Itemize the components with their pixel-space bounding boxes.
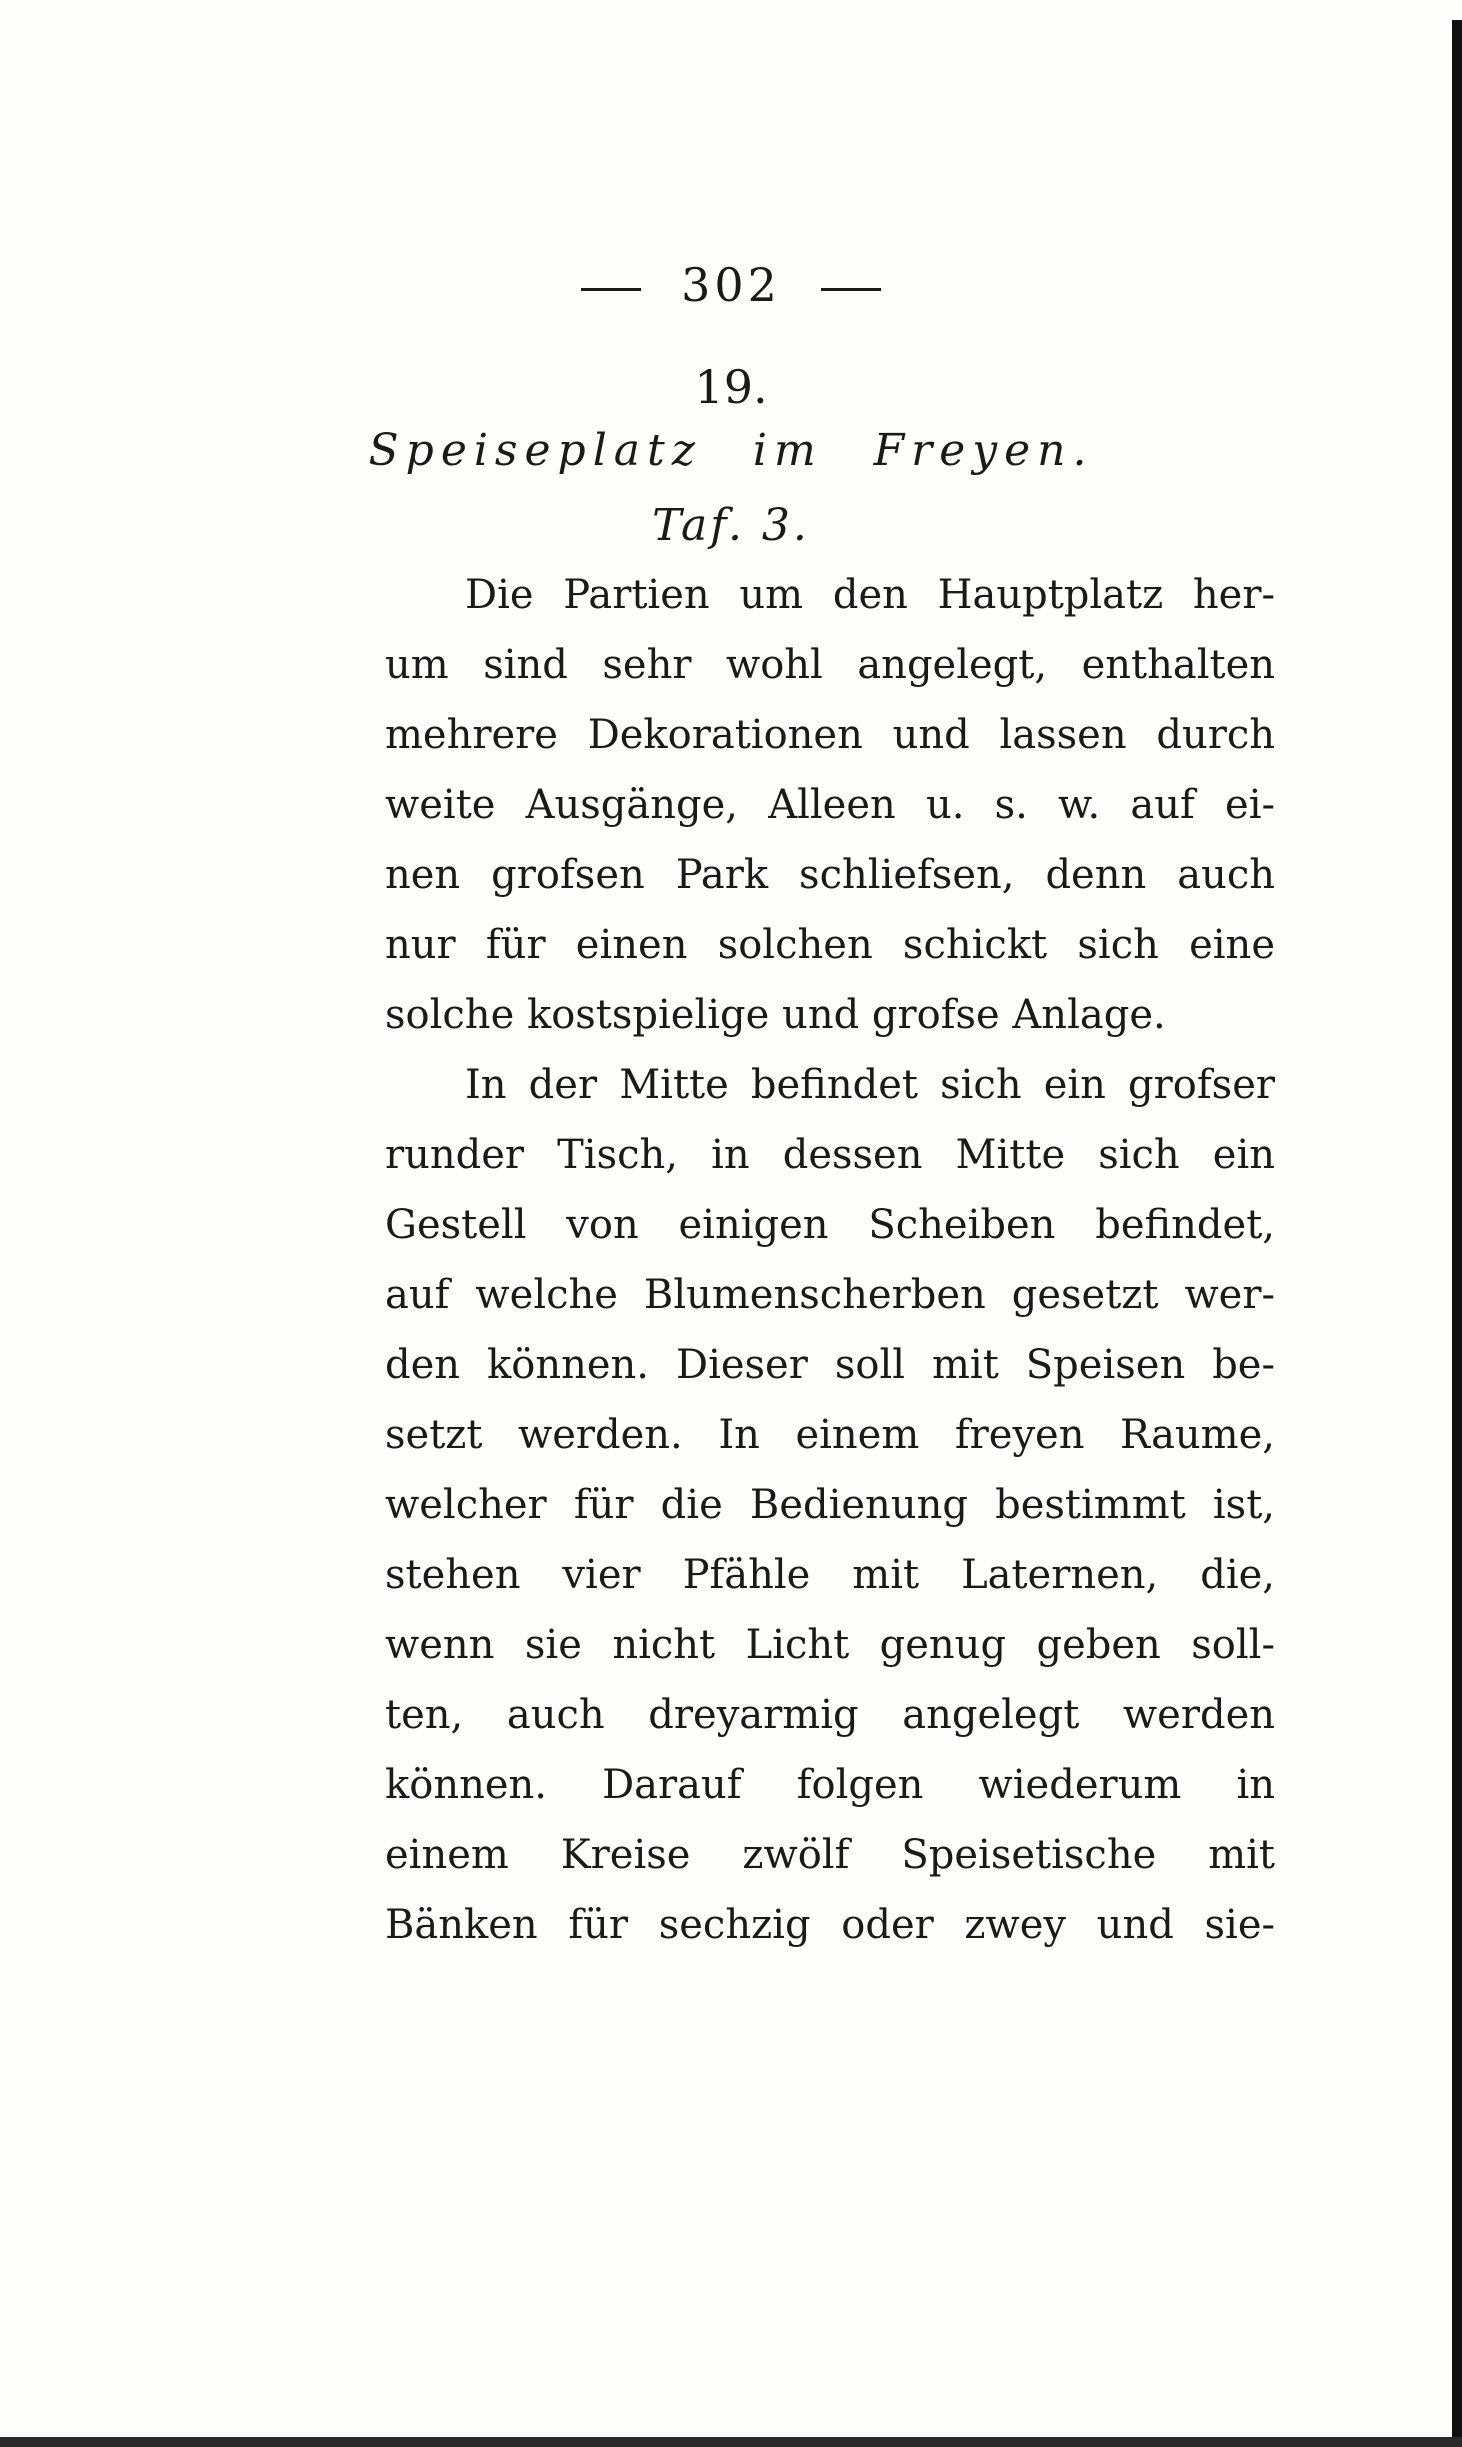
text-line: den können. Dieser soll mit Speisen be- (385, 1342, 1275, 1388)
text-line: weite Ausgänge, Alleen u. s. w. auf ei- (385, 782, 1275, 828)
text-line: können. Darauf folgen wiederum in (385, 1762, 1275, 1808)
text-line: mehrere Dekorationen und lassen durch (385, 712, 1275, 758)
text-line: nen grofsen Park schliefsen, denn auch (385, 852, 1275, 898)
header-dash-left (581, 288, 641, 291)
text-line: setzt werden. In einem freyen Raume, (385, 1412, 1275, 1458)
page-header (0, 258, 1462, 312)
text-line: nur für einen solchen schickt sich eine (385, 922, 1275, 968)
text-line: stehen vier Pfähle mit Laternen, die, (385, 1552, 1275, 1598)
plate-reference: Taf. 3. (652, 500, 810, 551)
text-line: einem Kreise zwölf Speisetische mit (385, 1832, 1275, 1878)
text-line: Die Partien um den Hauptplatz her- (465, 572, 1275, 618)
text-line: um sind sehr wohl angelegt, enthalten (385, 642, 1275, 688)
section-number: 19. (694, 360, 768, 414)
text-line: solche kostspielige und grofse Anlage. (385, 992, 1166, 1038)
section-title: Speiseplatz im Freyen. (368, 425, 1094, 476)
text-line: runder Tisch, in dessen Mitte sich ein (385, 1132, 1275, 1178)
text-line: auf welche Blumenscherben gesetzt wer- (385, 1272, 1275, 1318)
text-line: Bänken für sechzig oder zwey und sie- (385, 1902, 1275, 1948)
paragraph-1 (385, 560, 1275, 1050)
page-number: 302 (681, 258, 781, 312)
text-line: welcher für die Bedienung bestimmt ist, (385, 1482, 1275, 1528)
text-line: In der Mitte befindet sich ein grofser (465, 1062, 1275, 1108)
paragraph-2 (385, 1050, 1275, 1960)
scan-edge-bottom (0, 2437, 1462, 2447)
text-line: wenn sie nicht Licht genug geben soll- (385, 1622, 1275, 1668)
text-line: Gestell von einigen Scheiben befindet, (385, 1202, 1275, 1248)
header-dash-right (821, 288, 881, 291)
text-line: ten, auch dreyarmig angelegt werden (385, 1692, 1275, 1738)
